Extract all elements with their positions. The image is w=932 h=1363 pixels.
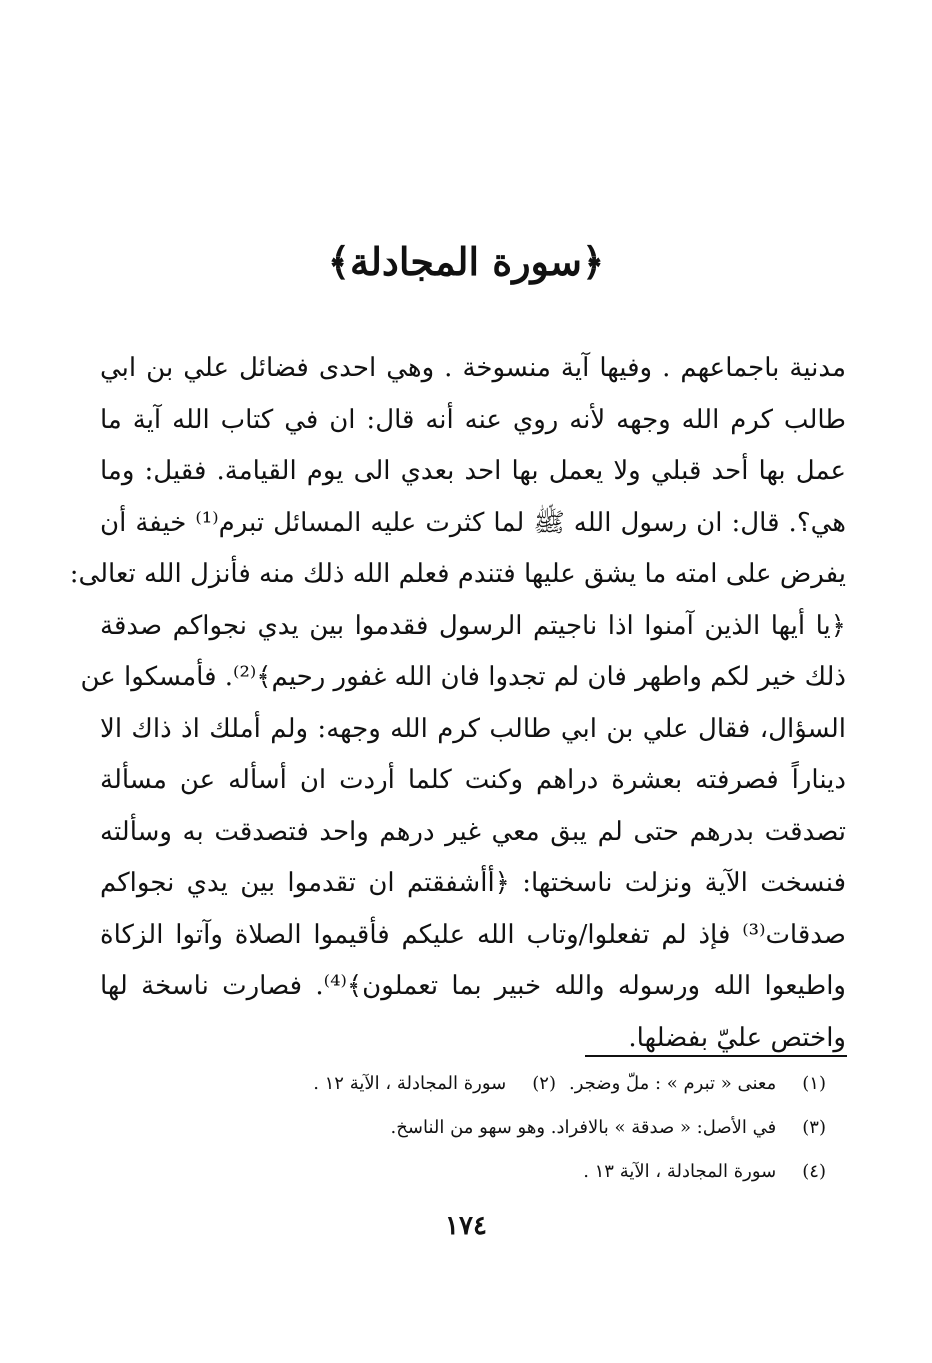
body-paragraph bbox=[69, 343, 846, 1064]
footnote-text: سورة المجادلة ، الآية ١٢ . bbox=[313, 1073, 507, 1094]
footnote-number: (٣) bbox=[802, 1117, 826, 1138]
surah-title: ﴿سورة المجادلة﴾ bbox=[327, 239, 605, 284]
footnote-number: (٤) bbox=[802, 1161, 826, 1182]
body-line: ﴿يا أيها الذين آمنوا اذا ناجيتم الرسول فقدموا بين يدي نجواكم صدقة bbox=[100, 610, 846, 641]
body-line: مدنية باجماعهم . وفيها آية منسوخة . وهي احدى فضائل علي بن ابي bbox=[100, 353, 846, 383]
footnote-4 bbox=[583, 1150, 826, 1194]
footnote-text: في الأصل: « صدقة » بالافراد. وهو سهو من الناسخ. bbox=[390, 1117, 777, 1138]
footnote-1 bbox=[556, 1062, 826, 1106]
footnote-row bbox=[120, 1062, 826, 1106]
body-line: صدقات⁽³⁾ فإذ لم تفعلوا/وتاب الله عليكم فأقيموا الصلاة وآتوا الزكاة bbox=[100, 919, 846, 950]
footnote-number: (٢) bbox=[532, 1073, 556, 1094]
body-line: يفرض على امته ما يشق عليها فتندم فعلم الله ذلك منه فأنزل الله تعالى: bbox=[69, 559, 846, 589]
body-line: ذلك خير لكم واطهر فان لم تجدوا فان الله غفور رحيم﴾⁽²⁾. فأمسكوا عن bbox=[80, 662, 846, 692]
body-line: السؤال، فقال علي بن ابي طالب كرم الله وجهه: ولم أملك اذ ذاك الا bbox=[100, 713, 846, 744]
footnote-text: سورة المجادلة ، الآية ١٣ . bbox=[583, 1161, 777, 1182]
footnote-divider bbox=[585, 1055, 847, 1057]
page-number: ١٧٤ bbox=[445, 1211, 487, 1241]
body-line: تصدقت بدرهم حتى لم يبق معي غير درهم واحد فتصدقت به وسألته bbox=[100, 816, 846, 847]
footnote-text: معنى « تبرم » : ملّ وضجر. bbox=[569, 1073, 777, 1094]
body-line: ديناراً فصرفته بعشرة دراهم وكنت كلما أردت ان أسأله عن مسألة bbox=[100, 765, 846, 795]
footnote-number: (١) bbox=[802, 1073, 826, 1094]
footnote-row bbox=[120, 1106, 826, 1150]
footnote-2 bbox=[313, 1062, 556, 1106]
body-line: طالب كرم الله وجهه لأنه روي عنه أنه قال: ان في كتاب الله آية ما bbox=[100, 404, 846, 435]
footnote-row bbox=[120, 1150, 826, 1194]
footnotes bbox=[120, 1062, 826, 1194]
body-line: هي؟. قال: ان رسول الله ﷺ لما كثرت عليه المسائل تبرم⁽¹⁾ خيفة أن bbox=[100, 507, 846, 538]
body-line: عمل بها أحد قبلي ولا يعمل بها احد بعدي الى يوم القيامة. فقيل: وما bbox=[100, 456, 846, 486]
body-line: فنسخت الآية ونزلت ناسختها: ﴿أأشفقتم ان تقدموا بين يدي نجواكم bbox=[100, 868, 846, 898]
footnote-3 bbox=[391, 1106, 826, 1150]
body-line: واطيعوا الله ورسوله والله خبير بما تعملون﴾⁽⁴⁾. فصارت ناسخة لها bbox=[100, 971, 846, 1001]
body-line: واختص عليّ بفضلها. bbox=[628, 1022, 846, 1053]
